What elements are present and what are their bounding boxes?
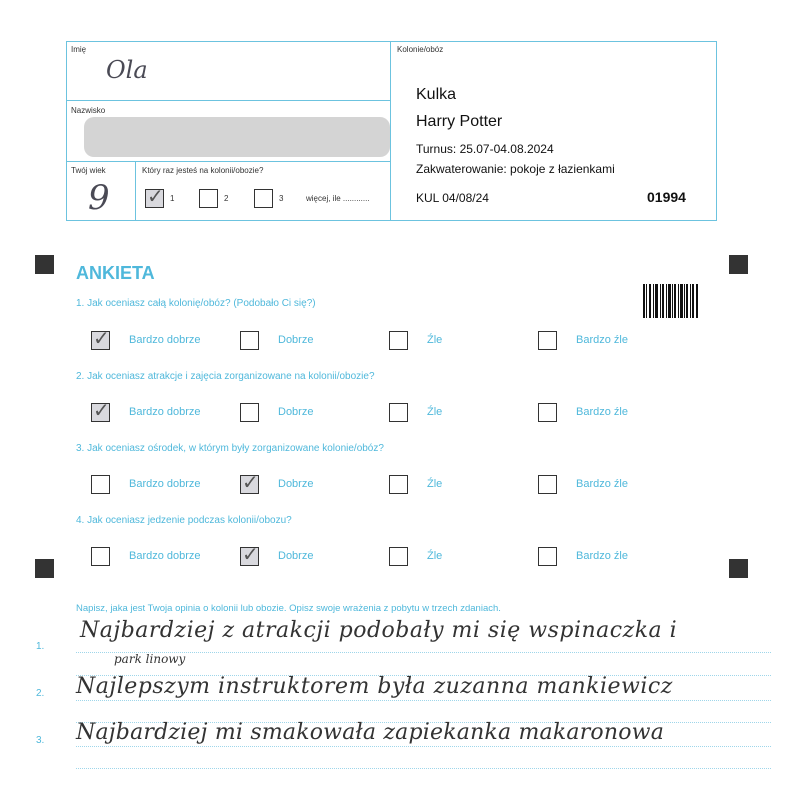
q4-zle-label: Źle [427,550,443,562]
ktory-raz-option-1: 1 [170,194,175,203]
q2-bardzo-dobrze-label: Bardzo dobrze [129,406,201,418]
corner-marker-bottom-left [35,559,54,578]
q1-dobrze-label: Dobrze [278,334,314,346]
nazwisko-label: Nazwisko [71,106,106,115]
line-number-3: 3. [36,735,45,746]
q1-bardzo-zle-checkbox[interactable] [538,331,557,350]
q4-dobrze-checkbox[interactable] [240,547,259,566]
writing-line-3 [76,746,771,747]
zakwaterowanie-text: Zakwaterowanie: pokoje z łazienkami [416,162,615,176]
q3-bardzo-dobrze-label: Bardzo dobrze [129,478,201,490]
q1-zle-label: Źle [427,334,443,346]
q2-bardzo-zle-label: Bardzo źle [576,406,628,418]
q4-zle-checkbox[interactable] [389,547,408,566]
opinion-line-3[interactable]: Najbardziej mi smakowała zapiekanka makaronowa [76,720,665,745]
q2-bardzo-zle-checkbox[interactable] [538,403,557,422]
q1-bardzo-dobrze-label: Bardzo dobrze [129,334,201,346]
question-1: 1. Jak oceniasz całą kolonię/obóz? (Podobało Ci się?) [76,298,316,309]
q3-zle-label: Źle [427,478,443,490]
q1-dobrze-checkbox[interactable] [240,331,259,350]
corner-marker-top-right [729,255,748,274]
q2-zle-label: Źle [427,406,443,418]
turnus-text: Turnus: 25.07-04.08.2024 [416,142,554,156]
line-number-2: 2. [36,688,45,699]
line-number-1: 1. [36,641,45,652]
q3-dobrze-label: Dobrze [278,478,314,490]
wiek-value[interactable]: 9 [88,178,110,218]
q2-dobrze-label: Dobrze [278,406,314,418]
q1-zle-checkbox[interactable] [389,331,408,350]
writing-line-2 [76,700,771,701]
q3-bardzo-dobrze-checkbox[interactable] [91,475,110,494]
q1-bardzo-dobrze-checkbox[interactable] [91,331,110,350]
ktory-raz-checkbox-1[interactable] [145,189,164,208]
ktory-raz-option-3: 3 [279,194,284,203]
camp-name: Harry Potter [416,113,503,130]
corner-marker-top-left [35,255,54,274]
opinion-line-1[interactable]: Najbardziej z atrakcji podobały mi się wspinaczka i [80,618,678,643]
wiecej-label: więcej, ile ............ [306,194,370,203]
question-3: 3. Jak oceniasz ośrodek, w którym były zorganizowane kolonie/obóz? [76,443,384,454]
wiek-label: Twój wiek [71,166,106,175]
corner-marker-bottom-right [729,559,748,578]
ktory-raz-checkbox-3[interactable] [254,189,273,208]
q3-dobrze-checkbox[interactable] [240,475,259,494]
q2-bardzo-dobrze-checkbox[interactable] [91,403,110,422]
q4-bardzo-zle-checkbox[interactable] [538,547,557,566]
ktory-raz-label: Który raz jesteś na kolonii/obozie? [142,166,264,175]
opinion-prompt: Napisz, jaka jest Twoja opinia o kolonii lub obozie. Opisz swoje wrażenia z pobytu w trzech zdaniach. [76,603,501,614]
q4-dobrze-label: Dobrze [278,550,314,562]
organizer-name: Kulka [416,86,457,103]
q2-zle-checkbox[interactable] [389,403,408,422]
form-number: 01994 [647,189,686,205]
q3-zle-checkbox[interactable] [389,475,408,494]
opinion-line-2[interactable]: Najlepszym instruktorem była zuzanna mankiewicz [76,674,673,699]
opinion-line-1-insert[interactable]: park linowy [114,652,186,666]
q3-bardzo-zle-checkbox[interactable] [538,475,557,494]
ktory-raz-checkbox-2[interactable] [199,189,218,208]
q3-bardzo-zle-label: Bardzo źle [576,478,628,490]
wiek-divider [135,161,136,221]
question-4: 4. Jak oceniasz jedzenie podczas kolonii/obozu? [76,515,292,526]
imie-value[interactable]: Ola [106,56,148,84]
q1-bardzo-zle-label: Bardzo źle [576,334,628,346]
q2-dobrze-checkbox[interactable] [240,403,259,422]
writing-line-3b [76,768,771,769]
imie-label: Imię [71,45,87,54]
q4-bardzo-dobrze-checkbox[interactable] [91,547,110,566]
question-2: 2. Jak oceniasz atrakcje i zajęcia zorganizowane na kolonii/obozie? [76,371,375,382]
camp-code: KUL 04/08/24 [416,191,489,205]
survey-title: ANKIETA [76,263,155,283]
kolonie-label: Kolonie/obóz [397,45,444,54]
ktory-raz-option-2: 2 [224,194,229,203]
redacted-surname [84,117,390,157]
q4-bardzo-zle-label: Bardzo źle [576,550,628,562]
barcode-icon [643,284,698,318]
q4-bardzo-dobrze-label: Bardzo dobrze [129,550,201,562]
